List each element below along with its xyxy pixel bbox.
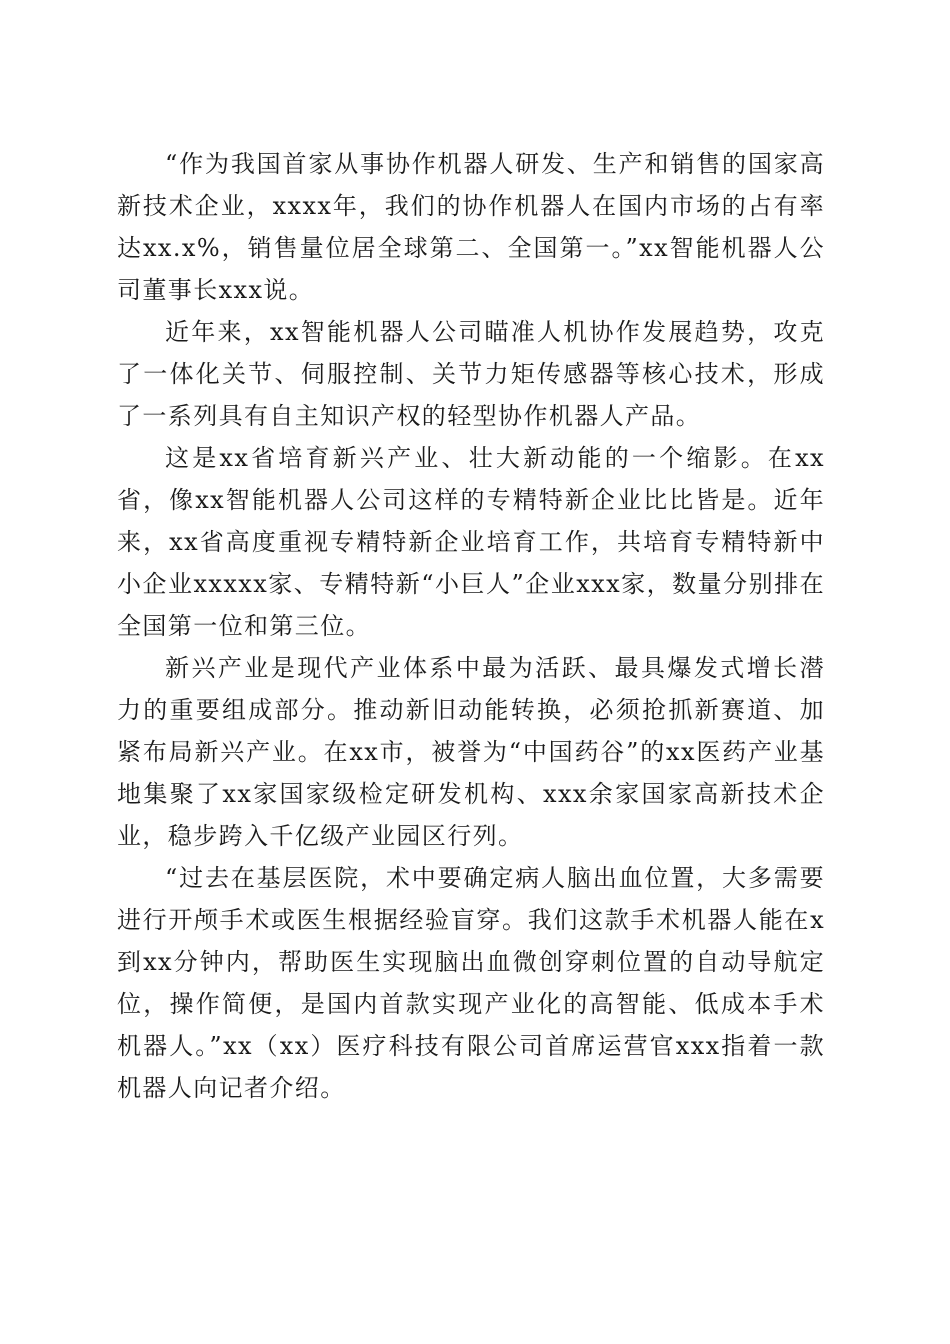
document-body [117,143,825,1109]
paragraph-5: “过去在基层医院，术中要确定病人脑出血位置，大多需要进行开颅手术或医生根据经验盲穿。我们这款手术机器人能在x到xx分钟内，帮助医生实现脑出血微创穿刺位置的自动导航定位，操作简便，是国内首款实现产业化的高智能、低成本手术机器人。”xx（xx）医疗科技有限公司首席运营官xxx指着一款机器人向记者介绍。 [117,864,825,1102]
paragraph-2: 近年来，xx智能机器人公司瞄准人机协作发展趋势，攻克了一体化关节、伺服控制、关节力矩传感器等核心技术，形成了一系列具有自主知识产权的轻型协作机器人产品。 [117,318,825,430]
paragraph-1: “作为我国首家从事协作机器人研发、生产和销售的国家高新技术企业，xxxx年，我们的协作机器人在国内市场的占有率达xx.x%，销售量位居全球第二、全国第一。”xx智能机器人公司董事长xxx说。 [117,150,825,304]
paragraph-3: 这是xx省培育新兴产业、壮大新动能的一个缩影。在xx省，像xx智能机器人公司这样的专精特新企业比比皆是。近年来，xx省高度重视专精特新企业培育工作，共培育专精特新中小企业xxxxx家、专精特新“小巨人”企业xxx家，数量分别排在全国第一位和第三位。 [117,444,825,640]
paragraph-4: 新兴产业是现代产业体系中最为活跃、最具爆发式增长潜力的重要组成部分。推动新旧动能转换，必须抢抓新赛道、加紧布局新兴产业。在xx市，被誉为“中国药谷”的xx医药产业基地集聚了xx家国家级检定研发机构、xxx余家国家高新技术企业，稳步跨入千亿级产业园区行列。 [117,654,825,850]
